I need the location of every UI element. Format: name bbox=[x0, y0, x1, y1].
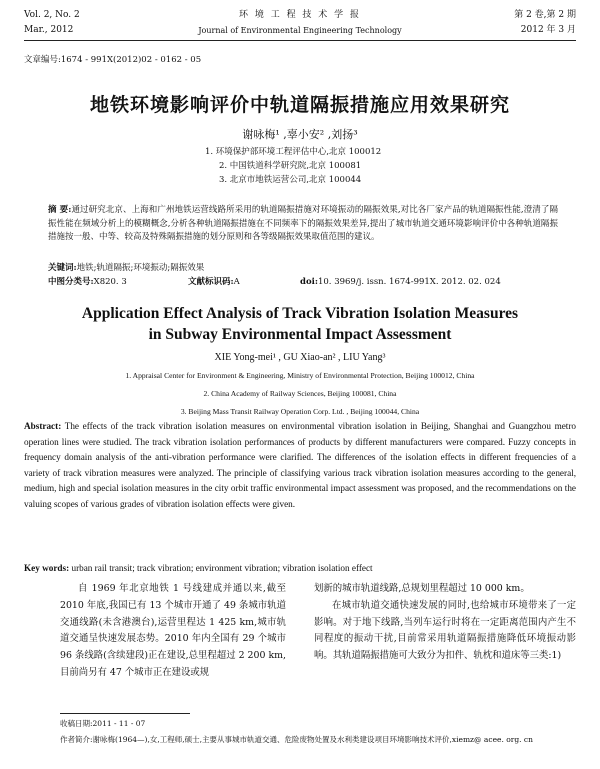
keywords-cn bbox=[48, 262, 204, 275]
doc-code-label: 文献标识码: bbox=[188, 277, 234, 287]
doi bbox=[300, 276, 501, 289]
affiliation-cn-1: 1. 环境保护部环境工程评估中心,北京 100012 bbox=[205, 147, 382, 157]
keywords-en bbox=[24, 561, 576, 577]
journal-name-en: Journal of Environmental Engineering Technology bbox=[198, 26, 402, 35]
affiliation-cn-3: 3. 北京市地铁运营公司,北京 100044 bbox=[219, 175, 362, 185]
title-en bbox=[0, 303, 600, 345]
document-code bbox=[188, 276, 240, 289]
header-date-cn: 2012 年 3 月 bbox=[520, 25, 576, 35]
footnote-received: 收稿日期:2011 - 11 - 07 bbox=[60, 719, 146, 728]
body-left-column: 自 1969 年北京地铁 1 号线建成并通以来,截至 2010 年底,我国已有 13 个城市开通了 49 条城市轨道交通线路(未含港澳台),运营里程达 1 425 km,城市轨道交通呈快速发展态势。2010 年内全国有 29 个城市 96 条线路(含续建段)正在建设,总里程超过 2 200 km,目前尚另有 47 个城市正在建设或规 bbox=[60, 583, 286, 678]
header-date-en: Mar., 2012 bbox=[24, 25, 74, 35]
abstract-en bbox=[24, 419, 576, 513]
title-en-line-2: in Subway Environmental Impact Assessment bbox=[148, 326, 452, 343]
clc-value: X820. 3 bbox=[93, 277, 127, 287]
abstract-cn-label: 摘 要: bbox=[48, 205, 72, 215]
header-volume-cn: 第 2 卷,第 2 期 bbox=[514, 10, 576, 20]
keywords-en-label: Key words: bbox=[24, 563, 70, 573]
journal-name-cn: 环 境 工 程 技 术 学 报 bbox=[238, 10, 362, 20]
keywords-cn-text: 地铁;轨道隔振;环境振动;隔振效果 bbox=[76, 263, 205, 273]
article-id: 文章编号:1674 - 991X(2012)02 - 0162 - 05 bbox=[24, 55, 202, 65]
keywords-cn-label: 关键词: bbox=[48, 263, 77, 273]
footnote-rule bbox=[60, 713, 190, 714]
abstract-en-label: Abstract: bbox=[24, 421, 62, 431]
authors-cn: 谢咏梅¹ ,辜小安² ,刘扬³ bbox=[242, 128, 358, 141]
header-rule bbox=[24, 40, 576, 41]
affiliation-en-1: 1. Appraisal Center for Environment & Engineering, Ministry of Environmental Protection, Beijing 100012, China bbox=[125, 371, 475, 380]
clc-label: 中图分类号: bbox=[48, 277, 94, 287]
clc-number bbox=[48, 276, 127, 289]
abstract-cn-text: 通过研究北京、上海和广州地铁运营线路所采用的轨道隔振措施对环境振动的隔振效果,对比各厂家产品的轨道隔振性能,澄清了隔振性能在频域分析上的模糊概念,分析各种轨道隔振措施在不同频率下的隔振效果差异,提出了城市轨道交通环境影响评价中各种轨道隔振措施按一般、中等、较高及特殊隔振措施的划分原则和各等级隔振效果取值范围的建议。 bbox=[48, 205, 558, 242]
body-right-paragraph-2: 在城市轨道交通快速发展的同时,也给城市环境带来了一定影响。对于地下线路,当列车运行时将在一定距离范围内产生不同程度的振动干扰,目前常采用轨道隔振措施降低环境振动影响。其轨道隔振措施可大致分为扣件、轨枕和道床等三类:1) bbox=[314, 599, 576, 662]
affiliation-en-2: 2. China Academy of Railway Sciences, Beijing 100081, China bbox=[203, 389, 397, 398]
affiliation-cn-2: 2. 中国铁道科学研究院,北京 100081 bbox=[219, 161, 362, 171]
footnote-author: 作者简介:谢咏梅(1964—),女,工程师,硕士,主要从事城市轨道交通、危险废物处置及水利类建设项目环境影响技术评价,xiemz@ acee. org. cn bbox=[60, 735, 533, 744]
body-right-paragraph-1: 划新的城市轨道线路,总规划里程超过 10 000 km。 bbox=[314, 583, 530, 594]
affiliation-en-3: 3. Beijing Mass Transit Railway Operation Corp. Ltd. , Beijing 100044, China bbox=[180, 407, 420, 416]
doi-label: doi: bbox=[300, 277, 318, 287]
keywords-en-text: urban rail transit; track vibration; environment vibration; vibration isolation effect bbox=[71, 563, 373, 573]
abstract-en-text: The effects of the track vibration isolation measures on environmental vibration isolation in Beijing, Shanghai and Guangzhou metro operation lines were studied. The track vibration isolation performances of products by different manufacturers were compared. Fuzzy concepts in frequency domain analysis of the anti-vibration performance were clarified. The differences of the isolation effects in different frequencies of a variety of track vibration measures were analyzed. The principle of classifying various track vibration isolation measures according to the general, medium, high and special isolation measures in the city orbit traffic environmental impact assessment was proposed, and the recommendations on the valuing scopes of various grades of vibration isolation effects were given. bbox=[24, 421, 576, 509]
title-cn: 地铁环境影响评价中轨道隔振措施应用效果研究 bbox=[89, 94, 510, 116]
title-en-line-1: Application Effect Analysis of Track Vibration Isolation Measures bbox=[81, 305, 519, 322]
body-right-column bbox=[314, 581, 576, 665]
abstract-cn bbox=[48, 204, 558, 245]
doc-code-value: A bbox=[233, 277, 240, 287]
doi-value: 10. 3969/j. issn. 1674-991X. 2012. 02. 024 bbox=[317, 277, 501, 287]
header-volume: Vol. 2, No. 2 bbox=[24, 10, 80, 20]
affiliations-en bbox=[0, 369, 600, 418]
authors-en: XIE Yong-mei¹ , GU Xiao-an² , LIU Yang³ bbox=[214, 352, 386, 363]
